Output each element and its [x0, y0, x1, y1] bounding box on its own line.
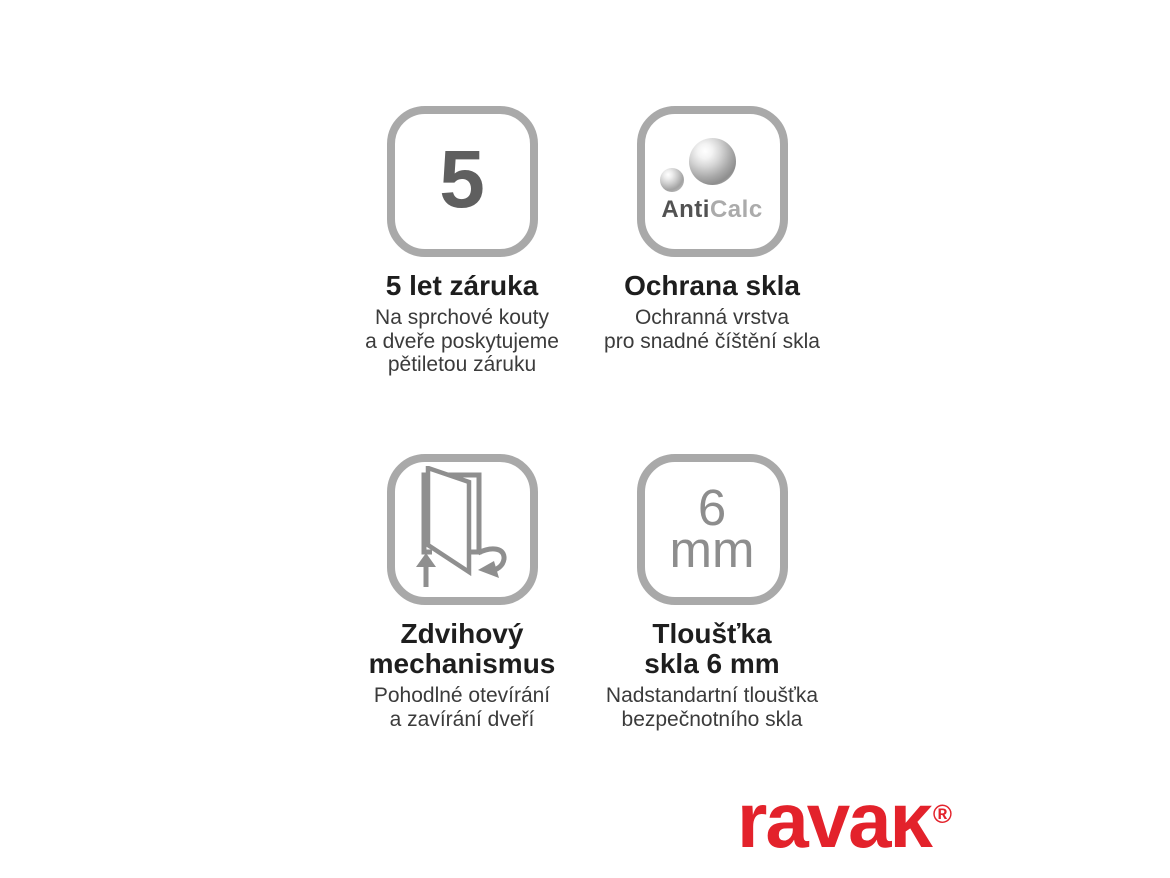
feature-subtitle-line: pětiletou záruku: [387, 353, 537, 376]
bubble-large-icon: [689, 138, 736, 185]
feature-card-warranty: [337, 106, 587, 377]
glass-thickness-unit: mm: [669, 520, 755, 578]
feature-title: [587, 619, 837, 679]
ravak-logo: [737, 776, 953, 864]
glass-thickness-value: [669, 478, 755, 578]
feature-subtitle: [587, 684, 837, 731]
anticalc-badge: [637, 106, 788, 257]
feature-subtitle-line: bezpečnotního skla: [621, 707, 803, 731]
lift-mechanism-badge: [387, 454, 538, 605]
feature-title-line: mechanismus: [368, 648, 556, 679]
anticalc-wordmark-light: Calc: [709, 196, 763, 223]
feature-card-lift-mechanism: [337, 454, 587, 731]
warranty-number: 5: [439, 133, 485, 225]
bubble-small-icon: [660, 168, 684, 192]
registered-trademark-icon: ®: [932, 799, 953, 829]
feature-subtitle-line: Na sprchové kouty: [375, 306, 549, 329]
glass-thickness-badge: [637, 454, 788, 605]
feature-title-line: 5 let záruka: [385, 270, 539, 301]
feature-subtitle-line: Ochranná vrstva: [634, 306, 790, 329]
feature-subtitle-line: a dveře poskytujeme: [365, 329, 559, 353]
feature-card-glass-protection: [587, 106, 837, 353]
feature-subtitle-line: Nadstandartní tloušťka: [605, 684, 819, 707]
anticalc-wordmark: [645, 198, 780, 222]
ravak-wordmark: ravaĸ: [737, 776, 931, 864]
feature-subtitle-line: pro snadné číštění skla: [604, 329, 820, 353]
feature-subtitle: [587, 306, 837, 353]
feature-title-line: Ochrana skla: [624, 270, 800, 301]
feature-card-glass-thickness: [587, 454, 837, 731]
feature-subtitle-line: a zavírání dveří: [389, 707, 535, 731]
warranty-badge: [387, 106, 538, 257]
feature-subtitle-line: Pohodlné otevírání: [373, 684, 551, 707]
feature-title: [337, 619, 587, 679]
feature-subtitle: [337, 684, 587, 731]
feature-title-line: skla 6 mm: [644, 648, 780, 679]
door-lift-icon: [415, 466, 510, 594]
feature-title: [587, 271, 837, 301]
feature-title: [337, 271, 587, 301]
feature-title-line: Tloušťka: [652, 618, 772, 649]
feature-subtitle: [337, 306, 587, 377]
anticalc-wordmark-dark: Anti: [661, 196, 710, 223]
glass-thickness-number: 6: [697, 478, 727, 536]
feature-title-line: Zdvihový: [400, 618, 524, 649]
